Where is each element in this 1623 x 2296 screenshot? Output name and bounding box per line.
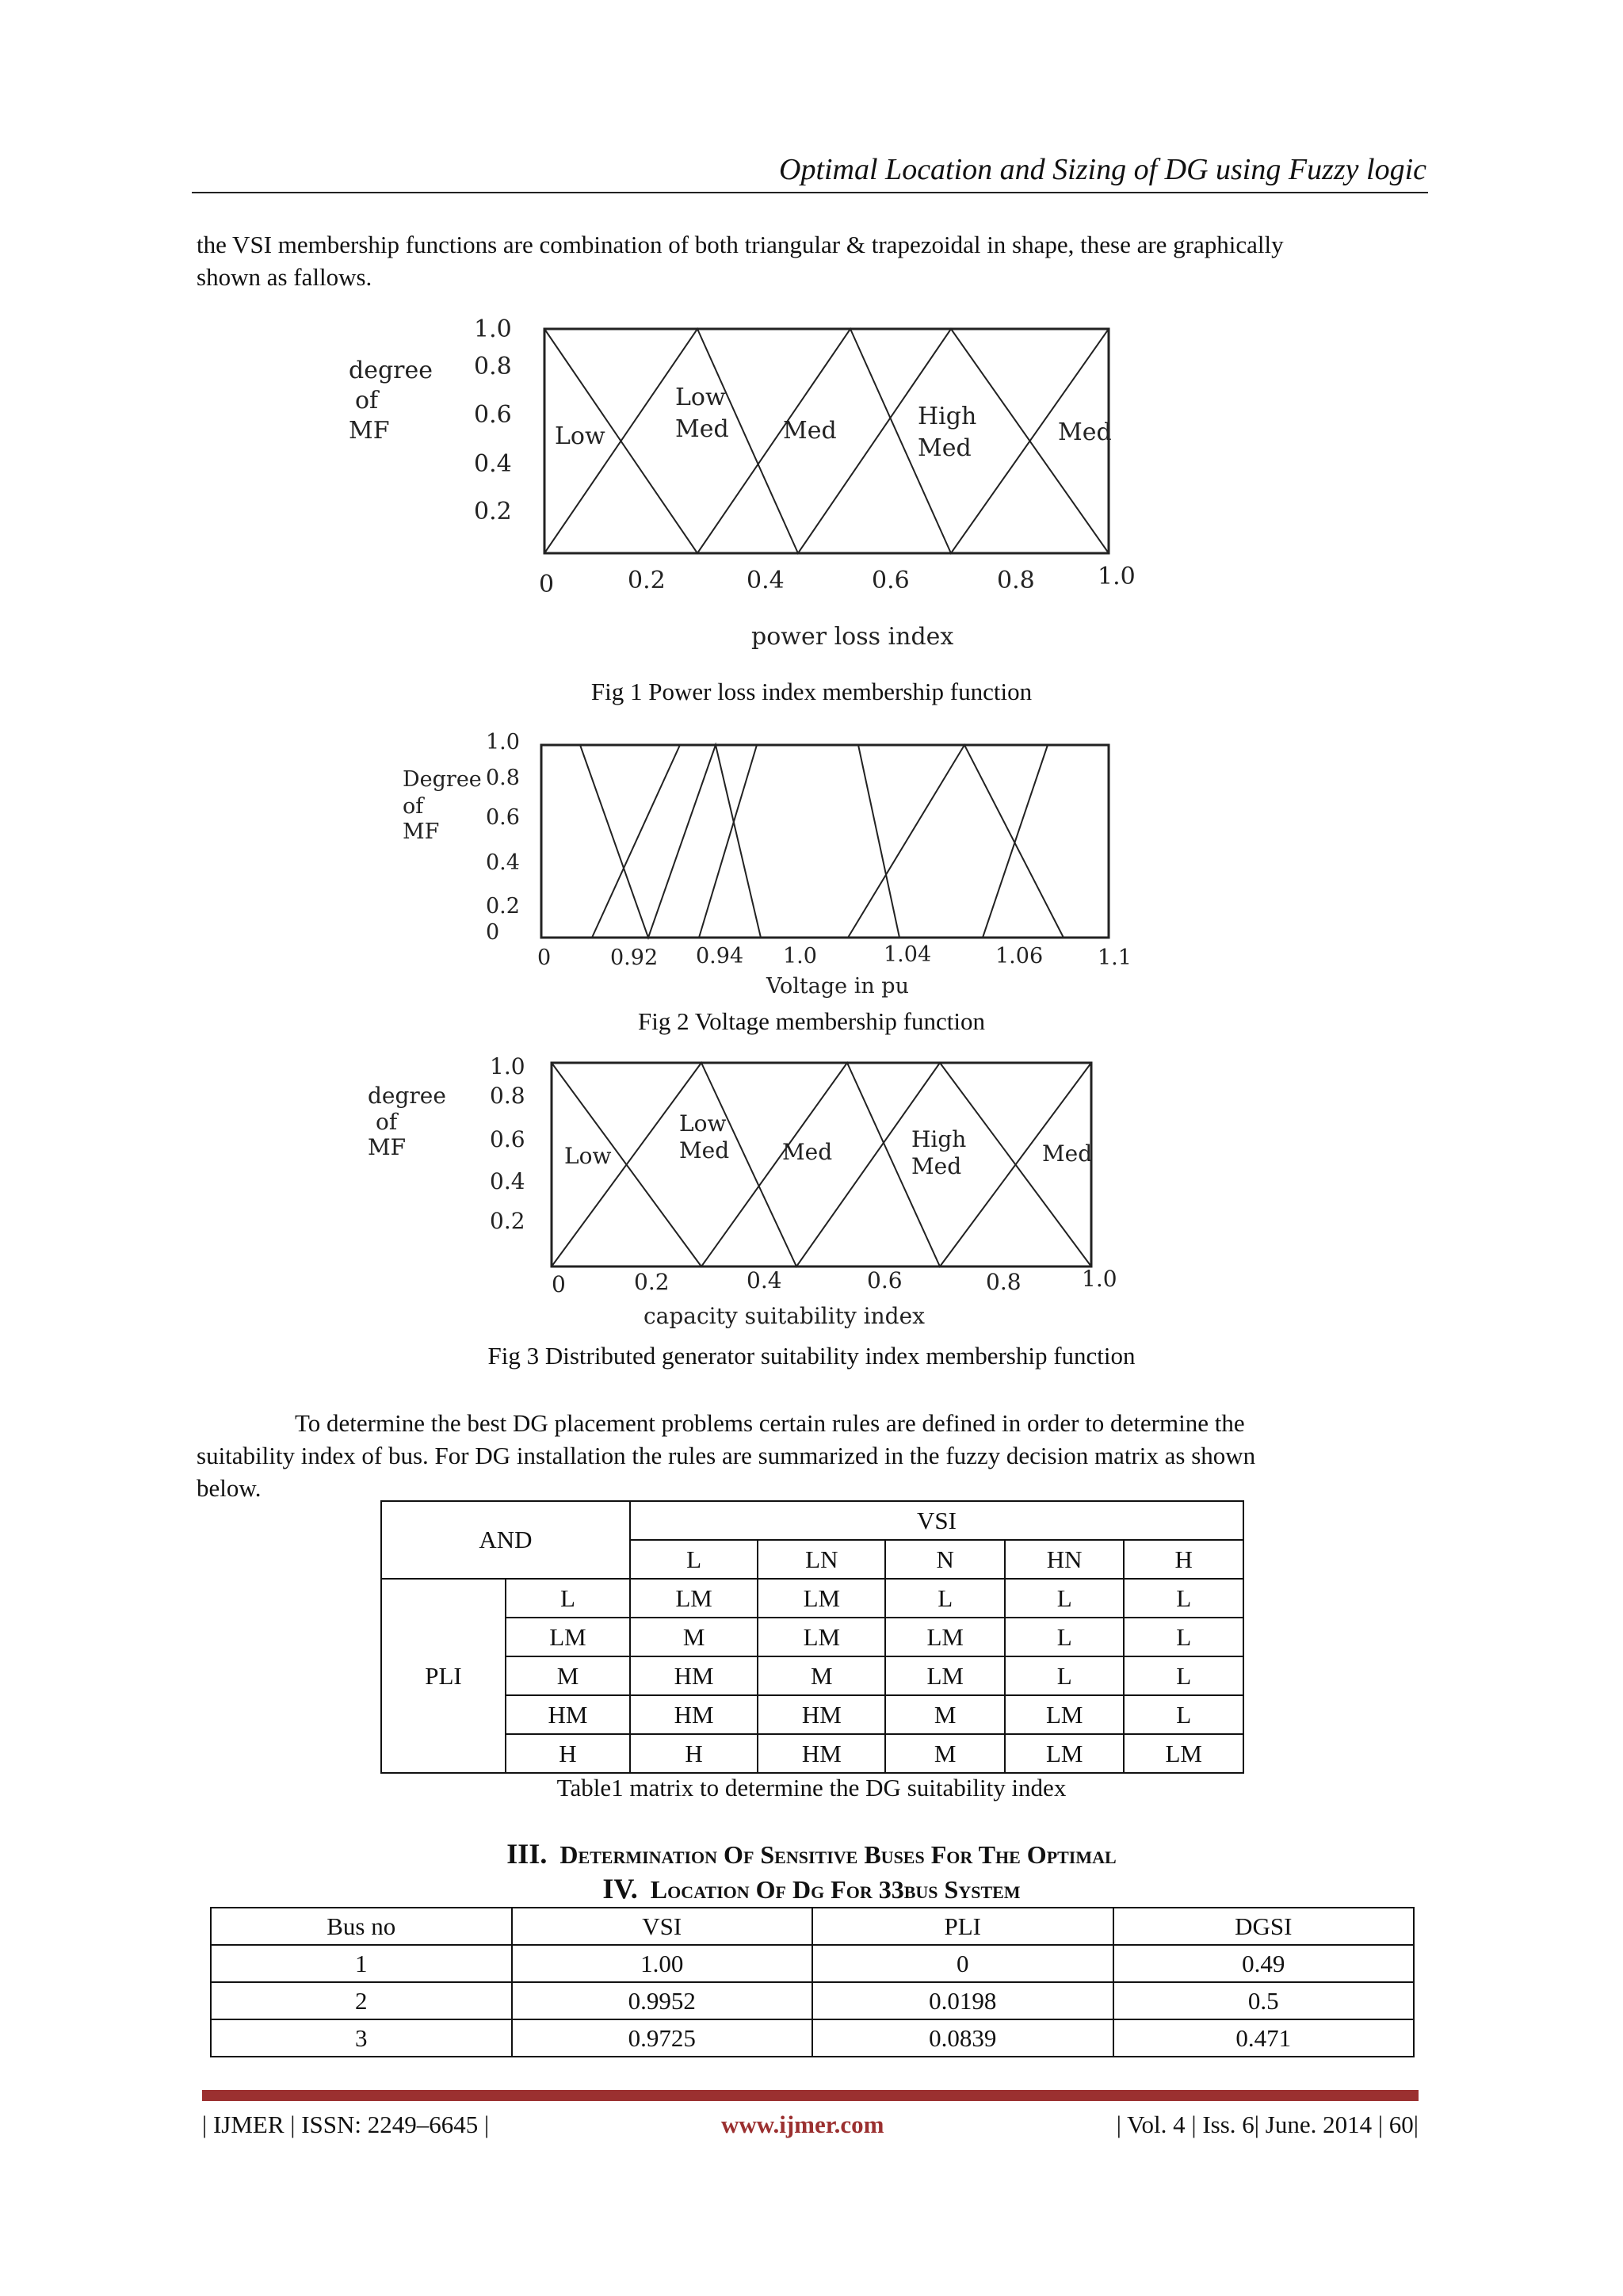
row-header: M bbox=[506, 1656, 630, 1695]
fig2-mf-lines-a bbox=[580, 745, 761, 938]
fig1-xtick: 0.2 bbox=[628, 567, 666, 594]
fig3-set-label: Med bbox=[679, 1137, 730, 1163]
fig3-xtick: 0.6 bbox=[867, 1267, 903, 1293]
table-header-row bbox=[211, 1908, 1414, 1945]
table-cell: L bbox=[1005, 1618, 1125, 1656]
fig1-xlabel: power loss index bbox=[751, 623, 954, 651]
section-heading-3 bbox=[0, 1837, 1623, 1870]
fig3-ylabel-1: degree bbox=[368, 1083, 446, 1109]
table-row bbox=[381, 1734, 1243, 1773]
table-cell: LM bbox=[885, 1618, 1005, 1656]
fig3-ytick: 1.0 bbox=[490, 1053, 525, 1079]
table-row bbox=[211, 1982, 1414, 2019]
row-header: L bbox=[506, 1579, 630, 1618]
fig2-plot-frame bbox=[541, 745, 1109, 938]
table-cell: M bbox=[758, 1656, 885, 1695]
fig2-mf-lines-f bbox=[983, 745, 1048, 938]
fig1-xtick: 1.0 bbox=[1098, 563, 1136, 590]
fig1-set-label: Med bbox=[675, 415, 729, 443]
table-cell: HM bbox=[630, 1695, 758, 1734]
fig3-ytick: 0.6 bbox=[490, 1126, 525, 1152]
fig3-set-label: Med bbox=[782, 1139, 833, 1165]
fig2-xtick: 0.92 bbox=[610, 946, 659, 970]
fig3-plot bbox=[365, 1050, 1141, 1335]
fig2-mf-lines-b bbox=[592, 745, 680, 938]
fig3-xtick: 0 bbox=[552, 1271, 566, 1297]
fig1-ylabel-3: MF bbox=[349, 417, 390, 445]
table-row bbox=[381, 1618, 1243, 1656]
fig3-set-label: Low bbox=[564, 1143, 612, 1169]
row-group-header: PLI bbox=[381, 1579, 506, 1773]
table-row bbox=[211, 1945, 1414, 1982]
section-4-title: Location Of Dg For 33bus System bbox=[650, 1875, 1021, 1904]
table-row bbox=[381, 1579, 1243, 1618]
table-cell: 3 bbox=[211, 2019, 512, 2057]
fig1-ytick: 0.4 bbox=[474, 450, 512, 478]
column-group-header: VSI bbox=[630, 1501, 1243, 1540]
table-cell: LM bbox=[758, 1579, 885, 1618]
fig2-plot bbox=[396, 725, 1157, 1003]
table-cell: 0.0198 bbox=[812, 1982, 1113, 2019]
table-cell: LM bbox=[630, 1579, 758, 1618]
fig3-xtick: 0.2 bbox=[634, 1269, 670, 1295]
fig3-set-label: Med bbox=[1042, 1140, 1093, 1167]
table-cell: 0.5 bbox=[1113, 1982, 1415, 2019]
fuzzy-decision-table bbox=[380, 1500, 1244, 1774]
table-cell: LM bbox=[758, 1618, 885, 1656]
fig2-xlabel: Voltage in pu bbox=[766, 974, 909, 999]
fig3-ytick: 0.8 bbox=[490, 1083, 525, 1109]
fig1-set-label: High bbox=[918, 403, 977, 430]
column-header: LN bbox=[758, 1540, 885, 1579]
figure-1 bbox=[341, 313, 1141, 658]
fig1-set-label: Low bbox=[675, 384, 726, 411]
column-header: HN bbox=[1005, 1540, 1125, 1579]
table-cell: LM bbox=[1005, 1734, 1125, 1773]
table-cell: 1.00 bbox=[512, 1945, 813, 1982]
table-corner-cell: AND bbox=[381, 1501, 630, 1579]
table-cell: L bbox=[1124, 1656, 1243, 1695]
table-cell: L bbox=[1124, 1695, 1243, 1734]
fig1-set-label: Low bbox=[555, 422, 605, 450]
table-cell: M bbox=[885, 1695, 1005, 1734]
fig3-ylabel-3: MF bbox=[368, 1134, 407, 1160]
fig2-ylabel-2: of bbox=[403, 794, 424, 819]
fig2-ytick: 0 bbox=[486, 920, 500, 945]
fig1-xtick: 0.4 bbox=[747, 567, 785, 594]
table-cell: HM bbox=[758, 1695, 885, 1734]
table-cell: LM bbox=[1005, 1695, 1125, 1734]
fig1-ytick: 0.2 bbox=[474, 498, 512, 525]
fig2-ytick: 1.0 bbox=[486, 730, 520, 755]
header-divider bbox=[192, 192, 1428, 193]
fig2-mf-lines-e bbox=[848, 745, 1064, 938]
fig2-mf-lines-c bbox=[699, 745, 757, 938]
fig1-ytick: 0.8 bbox=[474, 353, 512, 380]
fig3-xtick: 1.0 bbox=[1082, 1266, 1117, 1292]
table-cell: M bbox=[630, 1618, 758, 1656]
table-cell: 0.9952 bbox=[512, 1982, 813, 2019]
table1-caption: Table1 matrix to determine the DG suitability index bbox=[556, 1774, 1067, 1801]
table-cell: 0.49 bbox=[1113, 1945, 1415, 1982]
table-row bbox=[211, 2019, 1414, 2057]
table-cell: H bbox=[630, 1734, 758, 1773]
fig1-set-label: Med bbox=[1058, 418, 1112, 446]
fig3-set-label: High bbox=[911, 1126, 967, 1152]
fig3-ytick: 0.2 bbox=[490, 1208, 525, 1234]
column-header: DGSI bbox=[1113, 1908, 1415, 1945]
table-row bbox=[381, 1656, 1243, 1695]
fig3-xlabel: capacity suitability index bbox=[643, 1303, 925, 1329]
table-cell: LM bbox=[1124, 1734, 1243, 1773]
fig3-set-label: Low bbox=[679, 1110, 727, 1137]
table-cell: 2 bbox=[211, 1982, 512, 2019]
section-3-title: Determination Of Sensitive Buses For The Optimal bbox=[559, 1840, 1117, 1869]
fig1-ytick: 0.6 bbox=[474, 401, 512, 429]
column-header: Bus no bbox=[211, 1908, 512, 1945]
running-header: Optimal Location and Sizing of DG using Fuzzy logic bbox=[779, 153, 1426, 186]
table-cell: HM bbox=[630, 1656, 758, 1695]
intro-paragraph bbox=[197, 228, 1426, 293]
row-header: LM bbox=[506, 1618, 630, 1656]
table-cell: 1 bbox=[211, 1945, 512, 1982]
fig3-caption: Fig 3 Distributed generator suitability index membership function bbox=[487, 1342, 1136, 1370]
fig1-xtick: 0.8 bbox=[997, 567, 1035, 594]
fig2-ytick: 0.8 bbox=[486, 766, 520, 790]
column-header: N bbox=[885, 1540, 1005, 1579]
fig1-xtick: 0 bbox=[539, 571, 555, 598]
fig1-set-label: Med bbox=[918, 434, 972, 462]
section-3-number: III. bbox=[506, 1838, 548, 1870]
table-cell: LM bbox=[885, 1656, 1005, 1695]
fig2-ylabel-3: MF bbox=[403, 819, 440, 844]
fig2-mf-lines-d bbox=[858, 745, 899, 938]
table-row bbox=[381, 1695, 1243, 1734]
figure-2 bbox=[396, 725, 1157, 1003]
section-4-number: IV. bbox=[602, 1873, 638, 1904]
table-cell: L bbox=[1005, 1579, 1125, 1618]
table-cell: L bbox=[885, 1579, 1005, 1618]
fig1-plot bbox=[341, 313, 1141, 658]
fig2-xtick: 0.94 bbox=[696, 944, 744, 968]
table-cell: HM bbox=[758, 1734, 885, 1773]
fig3-xtick: 0.4 bbox=[747, 1267, 782, 1293]
column-header: VSI bbox=[512, 1908, 813, 1945]
fig2-ytick: 0.2 bbox=[486, 894, 520, 919]
column-header: H bbox=[1124, 1540, 1243, 1579]
fig2-ytick: 0.6 bbox=[486, 805, 520, 830]
rules-line-2: suitability index of bus. For DG installation the rules are summarized in the fuzzy decision matrix as shown bbox=[197, 1442, 1256, 1469]
fig2-caption: Fig 2 Voltage membership function bbox=[638, 1007, 985, 1035]
fig3-ylabel-2: of bbox=[376, 1109, 398, 1135]
footer-bar bbox=[202, 2090, 1419, 2101]
fig2-xtick: 1.06 bbox=[995, 944, 1044, 968]
table-cell: 0.0839 bbox=[812, 2019, 1113, 2057]
fig1-caption: Fig 1 Power loss index membership function bbox=[590, 678, 1033, 705]
row-header: H bbox=[506, 1734, 630, 1773]
footer-issue-info: | Vol. 4 | Iss. 6| June. 2014 | 60| bbox=[1116, 2111, 1419, 2138]
fig1-ylabel-1: degree bbox=[349, 357, 433, 384]
table-cell: L bbox=[1005, 1656, 1125, 1695]
rules-line-3: below. bbox=[197, 1474, 262, 1502]
table-cell: 0.471 bbox=[1113, 2019, 1415, 2057]
table-cell: 0.9725 bbox=[512, 2019, 813, 2057]
rules-line-1: To determine the best DG placement problems certain rules are defined in order to determine the bbox=[295, 1409, 1245, 1437]
rules-paragraph bbox=[197, 1407, 1426, 1504]
section-heading-4 bbox=[0, 1872, 1623, 1905]
fig3-xtick: 0.8 bbox=[986, 1269, 1022, 1295]
footer-journal-info: | IJMER | ISSN: 2249–6645 | bbox=[202, 2111, 490, 2138]
table-cell: L bbox=[1124, 1618, 1243, 1656]
footer-website-link[interactable]: www.ijmer.com bbox=[721, 2111, 884, 2138]
fig3-ytick: 0.4 bbox=[490, 1168, 525, 1194]
fig2-xtick: 1.0 bbox=[783, 944, 817, 968]
intro-line-1: the VSI membership functions are combination of both triangular & trapezoidal in shape, these are graphically bbox=[197, 231, 1284, 258]
fig1-ylabel-2: of bbox=[355, 387, 379, 415]
fig1-set-label: Med bbox=[783, 417, 837, 445]
fig2-xtick: 1.1 bbox=[1098, 946, 1132, 970]
fig3-set-label: Med bbox=[911, 1153, 962, 1179]
fig2-xtick: 1.04 bbox=[884, 942, 932, 967]
fig2-ylabel-1: Degree bbox=[403, 767, 482, 792]
fig1-xtick: 0.6 bbox=[872, 567, 910, 594]
figure-3 bbox=[365, 1050, 1141, 1335]
bus-results-table bbox=[210, 1907, 1415, 2057]
intro-line-2: shown as fallows. bbox=[197, 263, 372, 291]
table-cell: M bbox=[885, 1734, 1005, 1773]
table-cell: L bbox=[1124, 1579, 1243, 1618]
fig2-ytick: 0.4 bbox=[486, 850, 520, 875]
fig2-xtick: 0 bbox=[537, 946, 552, 970]
fig1-ytick: 1.0 bbox=[474, 315, 512, 343]
table-row bbox=[381, 1501, 1243, 1540]
column-header: L bbox=[630, 1540, 758, 1579]
column-header: PLI bbox=[812, 1908, 1113, 1945]
row-header: HM bbox=[506, 1695, 630, 1734]
table-cell: 0 bbox=[812, 1945, 1113, 1982]
